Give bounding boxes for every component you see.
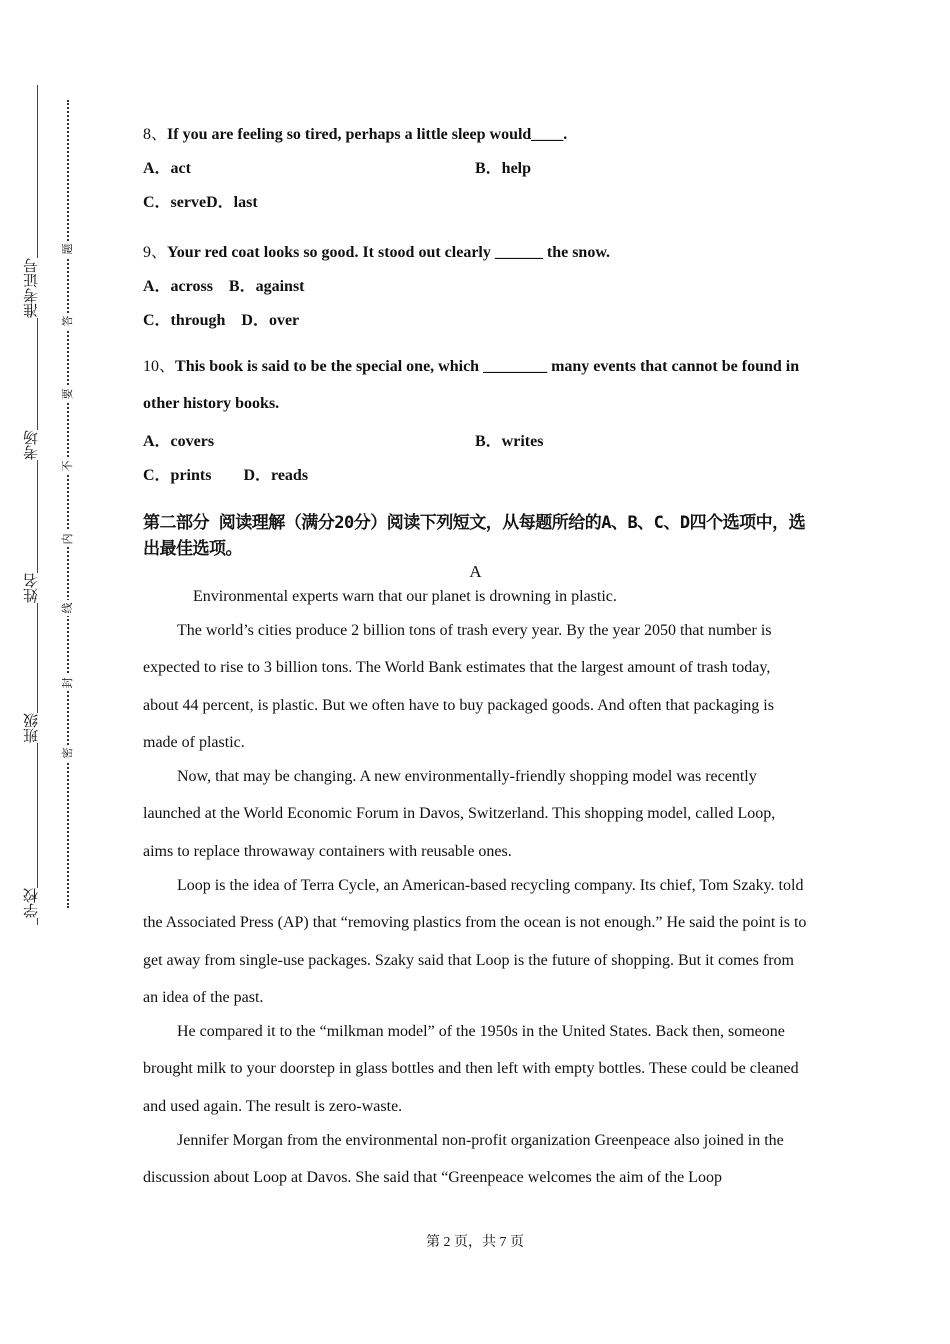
seal-char: 内	[60, 531, 76, 547]
option-c-d[interactable]: C．serveD．last	[143, 194, 258, 211]
question-number: 10、	[143, 358, 176, 375]
seal-char: 不	[60, 458, 76, 474]
passage-paragraph: Environmental experts warn that our planet is drowning in plastic.	[193, 588, 617, 605]
option-c-d[interactable]: C．through D．over	[143, 312, 300, 329]
page-footer: 第 2 页，共 7 页	[426, 1235, 524, 1250]
margin-label-room: 考场	[21, 430, 43, 460]
seal-char: 题	[60, 241, 76, 257]
seal-char: 密	[60, 745, 76, 761]
passage-paragraph: The world’s cities produce 2 billion tons of trash every year. By the year 2050 that number is expected to rise to 3 billion tons. The World Bank estimates that the largest amount of trash today, about 44 percent, is plastic. But we often have to buy packaged goods. And often that packaging is made of plastic.	[143, 622, 774, 751]
question-text: If you are feeling so tired, perhaps a little sleep would____.	[167, 126, 568, 143]
option-c-d[interactable]: C．prints D．reads	[143, 467, 309, 484]
margin-solid-line	[37, 85, 38, 925]
seal-char: 封	[60, 675, 76, 691]
margin-label-name: 姓名	[21, 573, 43, 603]
margin-label-exam-id: 准考证号	[21, 258, 43, 318]
option-a[interactable]: A．act	[143, 160, 191, 177]
margin-label-class: 班级	[21, 713, 43, 743]
question-number: 9、	[143, 244, 168, 261]
question-text: This book is said to be the special one, which ________ many events that cannot be found in other history books.	[143, 358, 800, 412]
option-b[interactable]: B．help	[475, 160, 532, 177]
seal-dotted-line	[67, 100, 69, 908]
option-a[interactable]: A．covers	[143, 433, 215, 450]
section-heading: 第二部分 阅读理解（满分20分）阅读下列短文，从每题所给的A、B、C、D四个选项中，选出最佳选项。	[143, 513, 806, 559]
question-text: Your red coat looks so good. It stood out clearly ______ the snow.	[167, 244, 610, 261]
passage-paragraph: He compared it to the “milkman model” of the 1950s in the United States. Back then, someone brought milk to your doorstep in glass bottles and then left with empty bottles. These could be cleaned and used again. The result is zero-waste.	[143, 1023, 799, 1115]
option-b[interactable]: B．writes	[475, 433, 544, 450]
passage-title: A	[469, 562, 482, 581]
seal-char: 答	[60, 313, 76, 329]
passage-paragraph: Now, that may be changing. A new environmentally-friendly shopping model was recently launched at the World Economic Forum in Davos, Switzerland. This shopping model, called Loop, aims to replace throwaway containers with reusable ones.	[143, 768, 776, 860]
question-9	[143, 239, 610, 262]
question-number: 8、	[143, 126, 168, 143]
question-10	[143, 348, 808, 422]
option-a-b[interactable]: A．across B．against	[143, 278, 305, 295]
seal-char: 线	[60, 600, 76, 616]
question-8	[143, 121, 567, 144]
seal-char: 要	[60, 386, 76, 402]
passage-paragraph: Jennifer Morgan from the environmental non-profit organization Greenpeace also joined in the discussion about Loop at Davos. She said that “Greenpeace welcomes the aim of the Loop	[143, 1132, 784, 1187]
passage-paragraph: Loop is the idea of Terra Cycle, an American-based recycling company. Its chief, Tom Szaky. told the Associated Press (AP) that “removing plastics from the ocean is not enough.” He said the point is to get away from single-use packages. Szaky said that Loop is the future of shopping. But it comes from an idea of the past.	[143, 877, 807, 1006]
margin-label-school: 学校	[21, 888, 43, 918]
